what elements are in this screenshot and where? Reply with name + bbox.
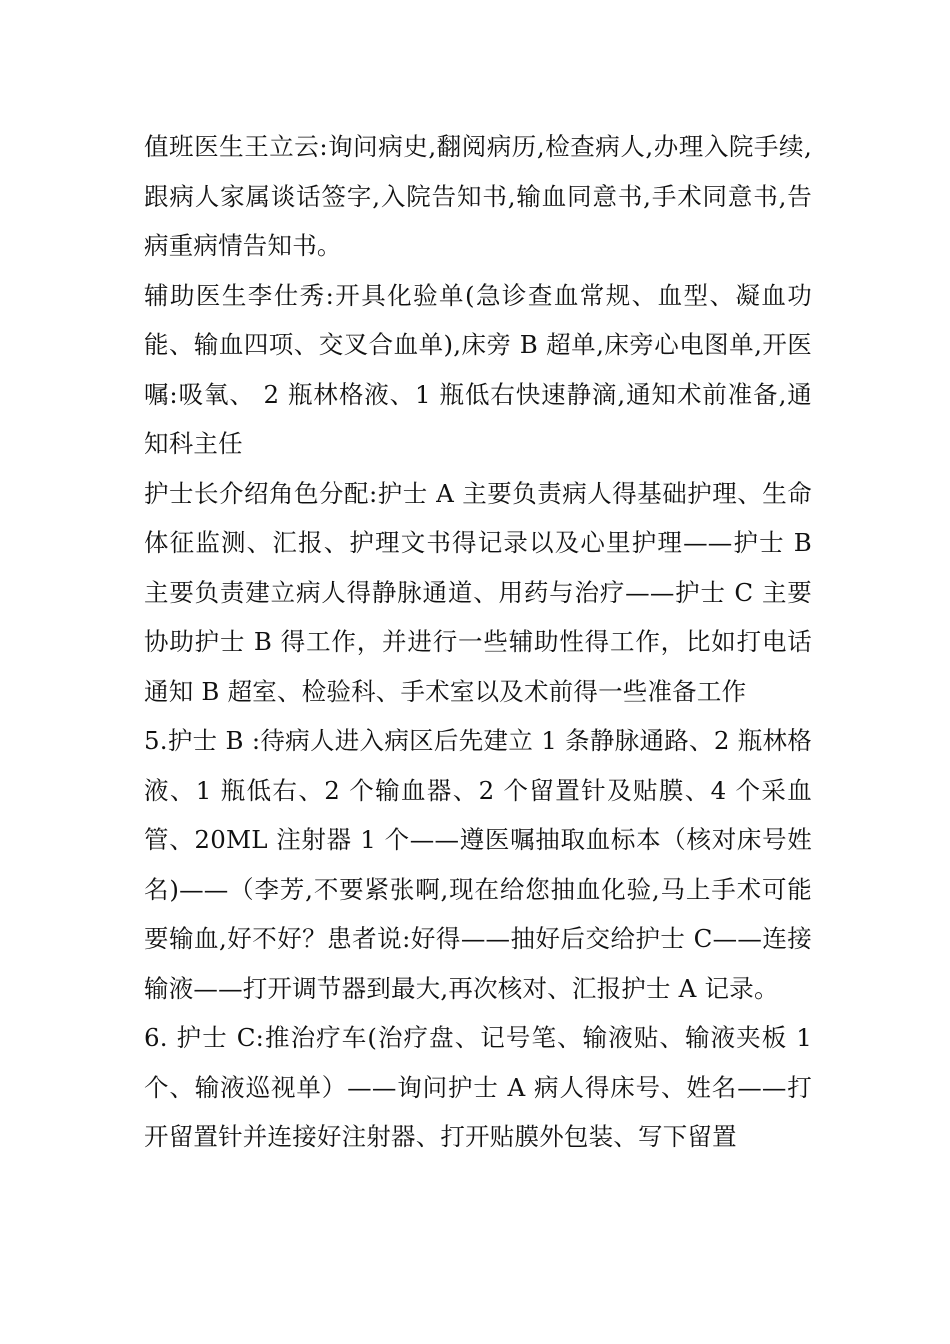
document-body xyxy=(144,122,812,1162)
paragraph-nurse-c: 6. 护士 C:推治疗车(治疗盘、记号笔、输液贴、输液夹板 1 个、输液巡视单）——询问护士 A 病人得床号、姓名——打开留置针并连接好注射器、打开贴膜外包装、写下留置 xyxy=(144,1023,812,1151)
paragraph-head-nurse-roles: 护士长介绍角色分配:护士 A 主要负责病人得基础护理、生命体征监测、汇报、护理文书得记录以及心里护理——护士 B 主要负责建立病人得静脉通道、用药与治疗——护士 C 主要协助护士 B 得工作，并进行一些辅助性得工作，比如打电话通知 B 超室、检验科、手术室以及术前得一些准备工作 xyxy=(144,478,812,706)
paragraph-assistant-doctor: 辅助医生李仕秀:开具化验单(急诊查血常规、血型、凝血功能、输血四项、交叉合血单),床旁 B 超单,床旁心电图单,开医嘱:吸氧、 2 瓶林格液、1 瓶低右快速静滴,通知术前准备,通知科主任 xyxy=(144,280,812,458)
paragraph-duty-doctor: 值班医生王立云:询问病史,翻阅病历,检查病人,办理入院手续,跟病人家属谈话签字,入院告知书,输血同意书,手术同意书,告病重病情告知书。 xyxy=(144,132,812,260)
paragraph-nurse-b: 5.护士 B :待病人进入病区后先建立 1 条静脉通路、2 瓶林格液、1 瓶低右、2 个输血器、2 个留置针及贴膜、4 个采血管、20ML 注射器 1 个——遵医嘱抽取血标本（核对床号姓名)——（李芳,不要紧张啊,现在给您抽血化验,马上手术可能要输血,好不好？患者说:好得——抽好后交给护士 C——连接输液——打开调节器到最大,再次核对、汇报护士 A 记录。 xyxy=(144,726,812,1003)
